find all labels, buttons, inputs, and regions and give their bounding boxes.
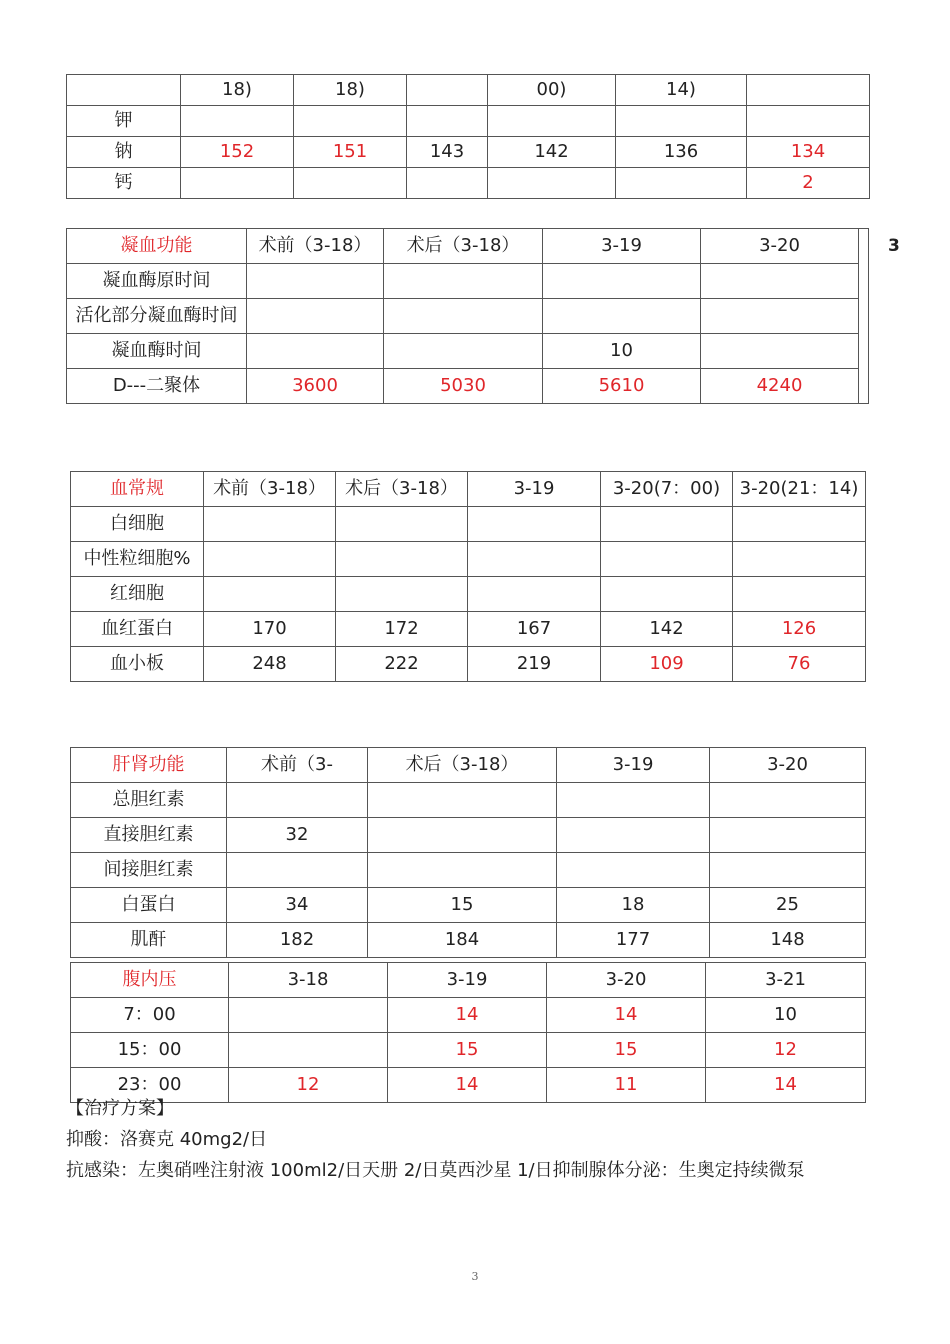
column-header: 3-20 (710, 748, 866, 783)
table-cell (468, 542, 601, 577)
table-cell: 136 (616, 137, 747, 168)
table-row (71, 542, 866, 577)
row-label: 钠 (67, 137, 181, 168)
table-row (71, 748, 866, 783)
treatment-acid-line: 抑酸：洛赛克 40mg2/日 (66, 1129, 268, 1150)
table-cell (543, 264, 701, 299)
table-cell: 11 (547, 1068, 706, 1103)
table-cell: 10 (706, 998, 866, 1033)
table-cell: 12 (706, 1033, 866, 1068)
table-cell (204, 542, 336, 577)
row-label: 凝血酶时间 (67, 334, 247, 369)
row-label: 7：00 (71, 998, 229, 1033)
table-row (67, 369, 869, 404)
table-cell (543, 299, 701, 334)
table-cell (601, 542, 733, 577)
table-cell: 4240 (701, 369, 859, 404)
table-cell (407, 106, 488, 137)
table-cell (557, 783, 710, 818)
table-cell (384, 334, 543, 369)
table-cell: 18 (557, 888, 710, 923)
table-cell (204, 507, 336, 542)
row-label: 15：00 (71, 1033, 229, 1068)
table-cell (247, 299, 384, 334)
table-cell (407, 168, 488, 199)
table-cell: 184 (368, 923, 557, 958)
table-cell (710, 818, 866, 853)
column-header: 术后（3-18） (368, 748, 557, 783)
table-cell (733, 507, 866, 542)
table-cell (710, 853, 866, 888)
table-cell (384, 299, 543, 334)
table-cell (294, 168, 407, 199)
table-cell: 142 (488, 137, 616, 168)
table-cell (601, 507, 733, 542)
table-cell (859, 229, 869, 404)
table-cell (557, 853, 710, 888)
table-cell: 14 (388, 998, 547, 1033)
table-cell: 25 (710, 888, 866, 923)
table-cell: 18) (294, 75, 407, 106)
table-cell: 14) (616, 75, 747, 106)
table-cell (733, 577, 866, 612)
table-cell (384, 264, 543, 299)
table-row (71, 853, 866, 888)
table-cell (181, 168, 294, 199)
table-row (71, 888, 866, 923)
table-cell (204, 577, 336, 612)
table-cell (710, 783, 866, 818)
table-cell (336, 507, 468, 542)
table-cell (336, 577, 468, 612)
row-label: 总胆红素 (71, 783, 227, 818)
column-header: 3-19 (557, 748, 710, 783)
table-cell: 126 (733, 612, 866, 647)
table-cell: 15 (547, 1033, 706, 1068)
table-row (67, 229, 869, 264)
table-cell (247, 264, 384, 299)
table-cell: 15 (368, 888, 557, 923)
table-cell (488, 106, 616, 137)
column-header: 3-19 (543, 229, 701, 264)
row-label: 钾 (67, 106, 181, 137)
table-cell (336, 542, 468, 577)
table-cell (488, 168, 616, 199)
column-header: 术前（3-18） (247, 229, 384, 264)
table-row (67, 264, 869, 299)
table-row (71, 1033, 866, 1068)
row-label: 血小板 (71, 647, 204, 682)
column-header: 术前（3- (227, 748, 368, 783)
row-label: 直接胆红素 (71, 818, 227, 853)
column-header: 3-21 (706, 963, 866, 998)
page-number: 3 (471, 1270, 479, 1283)
table-row (71, 923, 866, 958)
coagulation-table (66, 228, 869, 404)
table-cell: 00) (488, 75, 616, 106)
table-cell (601, 577, 733, 612)
row-label: 中性粒细胞% (71, 542, 204, 577)
table-cell (368, 853, 557, 888)
table-cell (229, 1033, 388, 1068)
table-cell (407, 75, 488, 106)
table-cell: 14 (388, 1068, 547, 1103)
table-cell: 109 (601, 647, 733, 682)
table-cell: 143 (407, 137, 488, 168)
column-header: 3-20(21：14) (733, 472, 866, 507)
table-row (71, 507, 866, 542)
table-cell (468, 507, 601, 542)
blood-routine-table (70, 471, 866, 682)
table-cell: 170 (204, 612, 336, 647)
table-cell (701, 299, 859, 334)
treatment-heading: 【治疗方案】 (66, 1098, 174, 1119)
row-label: 钙 (67, 168, 181, 199)
column-header: 3-20(7：00) (601, 472, 733, 507)
column-header: 3-19 (388, 963, 547, 998)
table-cell: 172 (336, 612, 468, 647)
table-row (71, 612, 866, 647)
table-row (71, 577, 866, 612)
table-cell: 5030 (384, 369, 543, 404)
table-cell: 177 (557, 923, 710, 958)
table-cell: 151 (294, 137, 407, 168)
table-cell (557, 818, 710, 853)
table-cell (616, 106, 747, 137)
table-cell: 182 (227, 923, 368, 958)
side-page-mark: 3 (888, 236, 900, 256)
table-cell (733, 542, 866, 577)
table-row (67, 106, 870, 137)
table-cell: 248 (204, 647, 336, 682)
row-label: 血红蛋白 (71, 612, 204, 647)
row-label: 凝血酶原时间 (67, 264, 247, 299)
table-cell (67, 75, 181, 106)
column-header: 术前（3-18） (204, 472, 336, 507)
table-cell: 12 (229, 1068, 388, 1103)
table-cell: 134 (747, 137, 870, 168)
row-label: D---二聚体 (67, 369, 247, 404)
table-row (67, 299, 869, 334)
row-label: 23：00 (71, 1068, 229, 1103)
table-cell (747, 75, 870, 106)
table-cell: 15 (388, 1033, 547, 1068)
table-cell: 222 (336, 647, 468, 682)
table-cell (229, 998, 388, 1033)
table-cell: 3600 (247, 369, 384, 404)
table-title: 肝肾功能 (71, 748, 227, 783)
table-row (71, 472, 866, 507)
table-cell: 18) (181, 75, 294, 106)
table-cell (368, 818, 557, 853)
table-cell: 14 (706, 1068, 866, 1103)
table-cell: 167 (468, 612, 601, 647)
column-header: 3-19 (468, 472, 601, 507)
row-label: 白蛋白 (71, 888, 227, 923)
table-cell: 14 (547, 998, 706, 1033)
table-cell: 10 (543, 334, 701, 369)
table-cell (701, 264, 859, 299)
column-header: 3-20 (701, 229, 859, 264)
table-row (71, 818, 866, 853)
treatment-infection-line: 抗感染：左奥硝唑注射液 100ml2/日天册 2/日莫西沙星 1/日抑制腺体分泌：生奥定持续微泵 (66, 1160, 805, 1181)
table-row (67, 334, 869, 369)
table-cell: 5610 (543, 369, 701, 404)
table-row (71, 998, 866, 1033)
row-label: 红细胞 (71, 577, 204, 612)
table-cell: 148 (710, 923, 866, 958)
table-row (71, 963, 866, 998)
table-row (67, 75, 870, 106)
row-label: 白细胞 (71, 507, 204, 542)
table-title: 腹内压 (71, 963, 229, 998)
table-cell: 2 (747, 168, 870, 199)
table-cell (616, 168, 747, 199)
table-cell (747, 106, 870, 137)
table-cell (701, 334, 859, 369)
table-row (67, 137, 870, 168)
electrolyte-table (66, 74, 870, 199)
table-cell: 34 (227, 888, 368, 923)
table-row (71, 783, 866, 818)
column-header: 3-18 (229, 963, 388, 998)
table-cell (227, 783, 368, 818)
table-cell (247, 334, 384, 369)
table-row (67, 168, 870, 199)
table-cell (181, 106, 294, 137)
table-cell: 152 (181, 137, 294, 168)
table-title: 凝血功能 (67, 229, 247, 264)
row-label: 活化部分凝血酶时间 (67, 299, 247, 334)
table-cell (468, 577, 601, 612)
row-label: 间接胆红素 (71, 853, 227, 888)
column-header: 3-20 (547, 963, 706, 998)
liver-kidney-table (70, 747, 866, 958)
table-cell: 76 (733, 647, 866, 682)
table-cell: 32 (227, 818, 368, 853)
table-cell (294, 106, 407, 137)
table-row (71, 647, 866, 682)
table-cell: 142 (601, 612, 733, 647)
abdominal-pressure-table (70, 962, 866, 1103)
column-header: 术后（3-18） (384, 229, 543, 264)
table-title: 血常规 (71, 472, 204, 507)
table-cell (227, 853, 368, 888)
table-cell: 219 (468, 647, 601, 682)
column-header: 术后（3-18） (336, 472, 468, 507)
row-label: 肌酐 (71, 923, 227, 958)
table-cell (368, 783, 557, 818)
